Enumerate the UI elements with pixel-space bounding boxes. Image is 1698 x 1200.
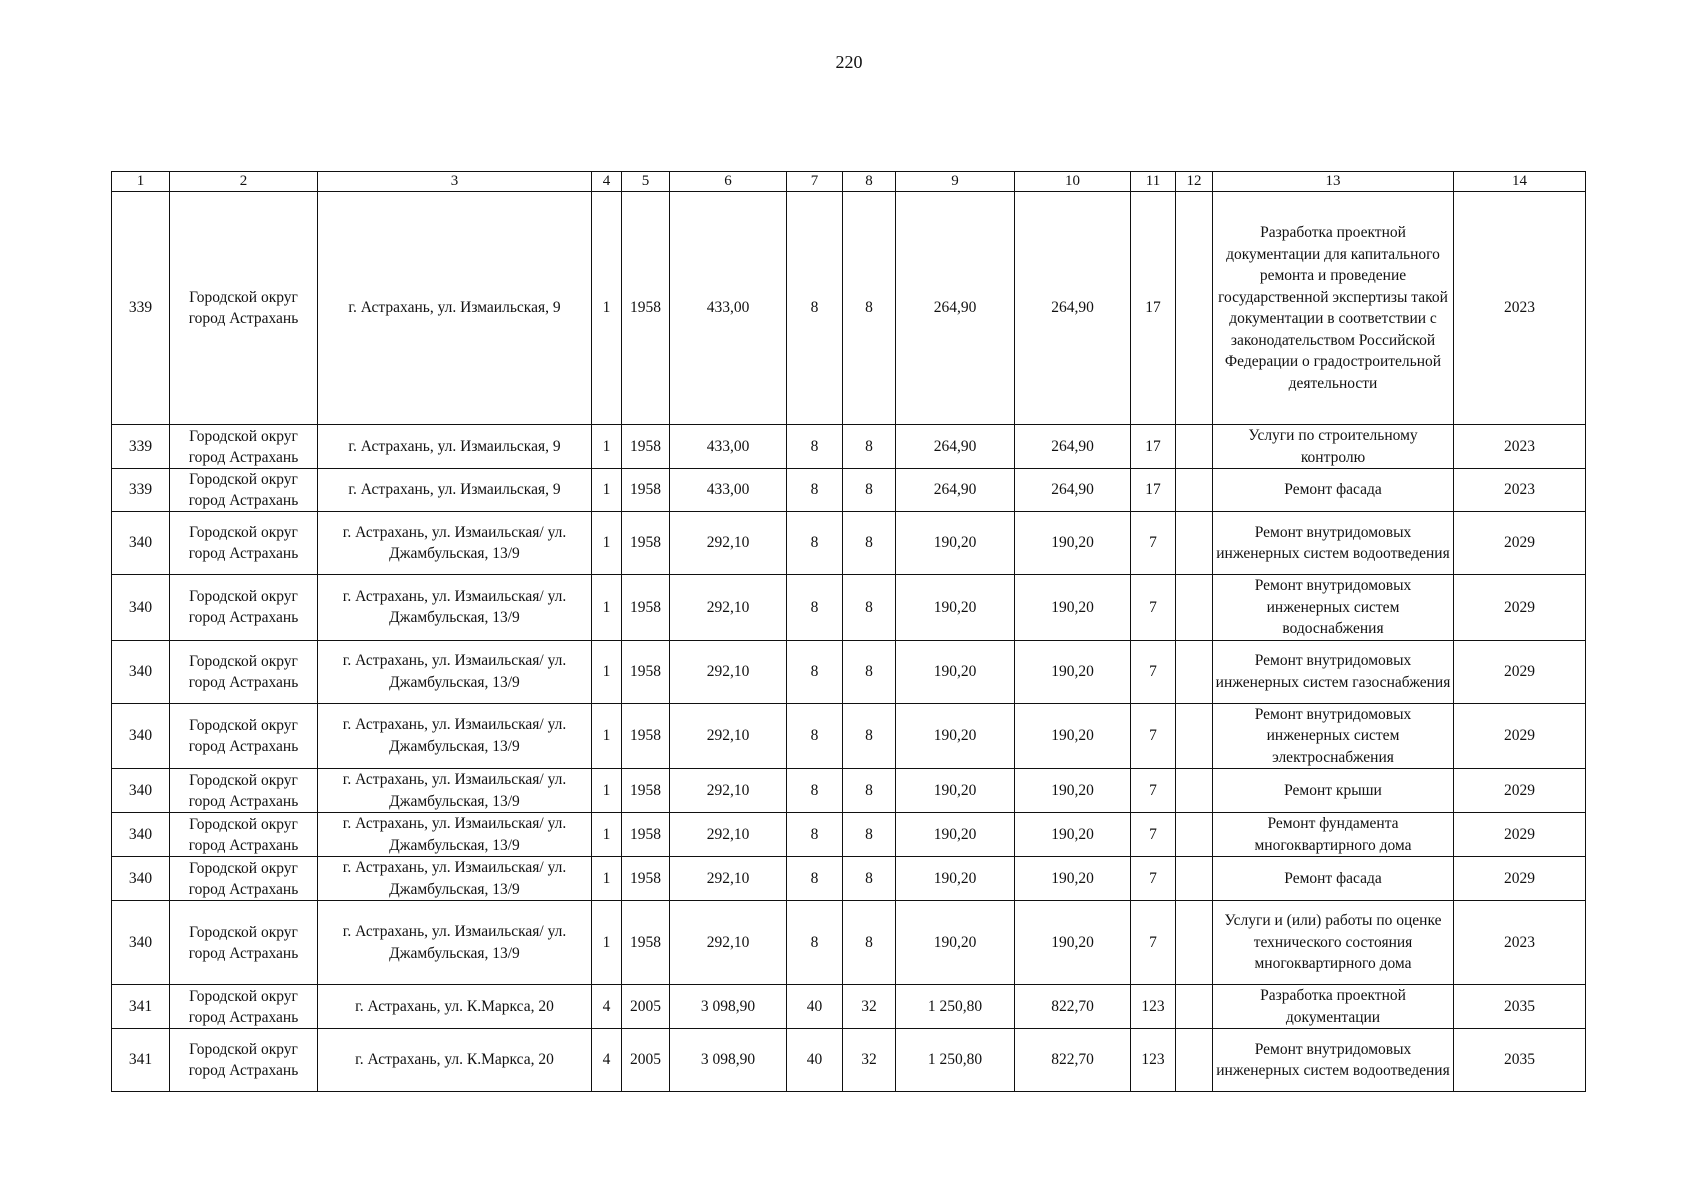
table-cell: 2023 — [1454, 425, 1586, 469]
table-cell: г. Астрахань, ул. Измаильская/ ул. Джамбульская, 13/9 — [318, 857, 592, 901]
table-cell: Ремонт внутридомовых инженерных систем водоотведения — [1213, 512, 1454, 575]
table-cell: 8 — [787, 575, 843, 641]
table-cell: 1 — [592, 192, 622, 425]
table-cell: 2029 — [1454, 640, 1586, 703]
table-cell: 8 — [843, 769, 896, 813]
column-header: 5 — [622, 172, 670, 192]
table-cell: 1 — [592, 857, 622, 901]
table-cell — [1176, 640, 1213, 703]
table-cell: 190,20 — [1015, 901, 1131, 985]
table-cell: 8 — [843, 640, 896, 703]
table-cell: 8 — [843, 469, 896, 512]
table-cell: 8 — [787, 469, 843, 512]
table-cell: Городской округ город Астрахань — [170, 192, 318, 425]
table-cell: г. Астрахань, ул. К.Маркса, 20 — [318, 1029, 592, 1092]
table-cell: 1 — [592, 640, 622, 703]
table-cell: 292,10 — [670, 703, 787, 769]
table-cell: 1958 — [622, 425, 670, 469]
table-cell: 8 — [787, 640, 843, 703]
table-cell: Ремонт фасада — [1213, 857, 1454, 901]
table-body — [112, 192, 1586, 1092]
table-row — [112, 813, 1586, 857]
table-cell: Услуги по строительному контролю — [1213, 425, 1454, 469]
table-cell: 1 250,80 — [896, 985, 1015, 1029]
column-header: 7 — [787, 172, 843, 192]
table-cell: Городской округ город Астрахань — [170, 857, 318, 901]
table-cell: 190,20 — [896, 703, 1015, 769]
table-row — [112, 640, 1586, 703]
column-header: 13 — [1213, 172, 1454, 192]
page-number: 220 — [835, 52, 863, 72]
table-cell — [1176, 769, 1213, 813]
table-cell: 1 — [592, 813, 622, 857]
column-header: 11 — [1131, 172, 1176, 192]
table-cell: 264,90 — [896, 192, 1015, 425]
table-cell: 339 — [112, 192, 170, 425]
table-cell: 190,20 — [1015, 769, 1131, 813]
table-cell: 1958 — [622, 769, 670, 813]
table-cell: 1 — [592, 512, 622, 575]
table-cell: Ремонт фундамента многоквартирного дома — [1213, 813, 1454, 857]
table-cell: 190,20 — [1015, 640, 1131, 703]
table-cell: 7 — [1131, 901, 1176, 985]
table-cell: 292,10 — [670, 640, 787, 703]
header-row — [112, 172, 1586, 192]
table-cell: 292,10 — [670, 512, 787, 575]
table-cell: Разработка проектной документации для капитального ремонта и проведение государственной экспертизы такой документации в соответствии с законодательством Российской Федерации о градостроительной деятельности — [1213, 192, 1454, 425]
table-cell: 341 — [112, 1029, 170, 1092]
table-cell: 340 — [112, 901, 170, 985]
table-cell: Услуги и (или) работы по оценке технического состояния многоквартирного дома — [1213, 901, 1454, 985]
table-cell: 340 — [112, 703, 170, 769]
table-cell: 340 — [112, 512, 170, 575]
table-cell: 17 — [1131, 192, 1176, 425]
table-cell: 7 — [1131, 769, 1176, 813]
table-cell: г. Астрахань, ул. Измаильская/ ул. Джамбульская, 13/9 — [318, 901, 592, 985]
table-row — [112, 901, 1586, 985]
table-cell: 190,20 — [1015, 813, 1131, 857]
table-cell: 2029 — [1454, 857, 1586, 901]
column-header: 8 — [843, 172, 896, 192]
table-cell: Городской округ город Астрахань — [170, 469, 318, 512]
table-cell: 2029 — [1454, 769, 1586, 813]
table-row — [112, 469, 1586, 512]
table-cell: 1958 — [622, 857, 670, 901]
table-cell: 433,00 — [670, 192, 787, 425]
table-row — [112, 769, 1586, 813]
table-row — [112, 512, 1586, 575]
table-cell: 264,90 — [1015, 469, 1131, 512]
table-cell: 1 — [592, 575, 622, 641]
table-cell: 3 098,90 — [670, 985, 787, 1029]
table-cell — [1176, 703, 1213, 769]
table-cell: 190,20 — [896, 769, 1015, 813]
table-row — [112, 857, 1586, 901]
table-cell: 190,20 — [896, 512, 1015, 575]
table-cell: 2029 — [1454, 512, 1586, 575]
table-cell: Городской округ город Астрахань — [170, 901, 318, 985]
table-cell: 1 — [592, 469, 622, 512]
table-cell: 40 — [787, 1029, 843, 1092]
table-cell — [1176, 575, 1213, 641]
table-cell: 190,20 — [896, 575, 1015, 641]
table-row — [112, 1029, 1586, 1092]
table-cell: Ремонт внутридомовых инженерных систем водоотведения — [1213, 1029, 1454, 1092]
table-cell: 1958 — [622, 640, 670, 703]
table-cell: 8 — [787, 425, 843, 469]
table-cell: Ремонт внутридомовых инженерных систем водоснабжения — [1213, 575, 1454, 641]
table-cell: 190,20 — [1015, 512, 1131, 575]
table-cell: 1 — [592, 769, 622, 813]
table-cell: Ремонт внутридомовых инженерных систем электроснабжения — [1213, 703, 1454, 769]
column-header: 2 — [170, 172, 318, 192]
table-cell: 123 — [1131, 985, 1176, 1029]
table-cell: 1958 — [622, 901, 670, 985]
table-cell: г. Астрахань, ул. Измаильская/ ул. Джамбульская, 13/9 — [318, 640, 592, 703]
table-cell: 8 — [843, 575, 896, 641]
table-cell: 7 — [1131, 575, 1176, 641]
table-cell: 340 — [112, 640, 170, 703]
table-cell: 433,00 — [670, 469, 787, 512]
table-cell: г. Астрахань, ул. К.Маркса, 20 — [318, 985, 592, 1029]
table-cell: г. Астрахань, ул. Измаильская/ ул. Джамбульская, 13/9 — [318, 769, 592, 813]
column-header: 9 — [896, 172, 1015, 192]
table-cell: 1 — [592, 901, 622, 985]
table-cell: Городской округ город Астрахань — [170, 575, 318, 641]
table-cell: Городской округ город Астрахань — [170, 703, 318, 769]
table-cell: 190,20 — [896, 857, 1015, 901]
table-cell: 2035 — [1454, 1029, 1586, 1092]
table-row — [112, 703, 1586, 769]
table-cell: 1 — [592, 703, 622, 769]
table-cell: 339 — [112, 469, 170, 512]
table-cell: 341 — [112, 985, 170, 1029]
table-cell: 8 — [787, 857, 843, 901]
table-cell: 1958 — [622, 512, 670, 575]
table-cell: 433,00 — [670, 425, 787, 469]
table-cell: 2035 — [1454, 985, 1586, 1029]
table-cell: 8 — [787, 901, 843, 985]
table-cell — [1176, 469, 1213, 512]
table-cell — [1176, 813, 1213, 857]
table-cell: Городской округ город Астрахань — [170, 512, 318, 575]
table-cell: 8 — [843, 857, 896, 901]
table-cell: г. Астрахань, ул. Измаильская/ ул. Джамбульская, 13/9 — [318, 703, 592, 769]
table-cell: 1958 — [622, 575, 670, 641]
column-header: 3 — [318, 172, 592, 192]
table-cell: 8 — [787, 703, 843, 769]
table-cell: 8 — [787, 813, 843, 857]
table-cell: 264,90 — [1015, 425, 1131, 469]
table-cell: г. Астрахань, ул. Измаильская, 9 — [318, 469, 592, 512]
table-cell: 1958 — [622, 469, 670, 512]
table-cell: 264,90 — [896, 425, 1015, 469]
table-header — [112, 172, 1586, 192]
table-cell — [1176, 425, 1213, 469]
table-cell: 1958 — [622, 703, 670, 769]
table-cell: Ремонт фасада — [1213, 469, 1454, 512]
table-cell: 292,10 — [670, 857, 787, 901]
table-row — [112, 425, 1586, 469]
table-cell: 2023 — [1454, 901, 1586, 985]
table-row — [112, 575, 1586, 641]
table-cell: 292,10 — [670, 575, 787, 641]
table-cell — [1176, 1029, 1213, 1092]
column-header: 1 — [112, 172, 170, 192]
table-cell: 2023 — [1454, 192, 1586, 425]
table-cell: г. Астрахань, ул. Измаильская, 9 — [318, 192, 592, 425]
table-cell: 340 — [112, 813, 170, 857]
table-cell: 7 — [1131, 512, 1176, 575]
table-cell: 822,70 — [1015, 1029, 1131, 1092]
table-cell: 190,20 — [896, 901, 1015, 985]
table-cell — [1176, 857, 1213, 901]
table-cell: 190,20 — [1015, 703, 1131, 769]
table-cell: 292,10 — [670, 813, 787, 857]
table-cell — [1176, 192, 1213, 425]
table-cell: 190,20 — [1015, 575, 1131, 641]
table-cell: 2029 — [1454, 703, 1586, 769]
table-cell: 339 — [112, 425, 170, 469]
table-cell: 32 — [843, 1029, 896, 1092]
table-cell: 340 — [112, 857, 170, 901]
table-cell: 190,20 — [896, 640, 1015, 703]
column-header: 10 — [1015, 172, 1131, 192]
table-cell: г. Астрахань, ул. Измаильская/ ул. Джамбульская, 13/9 — [318, 575, 592, 641]
table-cell: 7 — [1131, 703, 1176, 769]
table-cell: 17 — [1131, 425, 1176, 469]
table-cell: 1 — [592, 425, 622, 469]
table-cell: 2005 — [622, 985, 670, 1029]
table-cell: 1958 — [622, 813, 670, 857]
table-cell: Городской округ город Астрахань — [170, 985, 318, 1029]
table-cell: Ремонт крыши — [1213, 769, 1454, 813]
column-header: 4 — [592, 172, 622, 192]
table-cell: 340 — [112, 575, 170, 641]
table-cell: 4 — [592, 985, 622, 1029]
table-cell: 7 — [1131, 813, 1176, 857]
table-cell: 292,10 — [670, 901, 787, 985]
table-cell: 4 — [592, 1029, 622, 1092]
table-cell: 8 — [843, 192, 896, 425]
table-cell: 190,20 — [1015, 857, 1131, 901]
table-cell: Разработка проектной документации — [1213, 985, 1454, 1029]
table-cell: 292,10 — [670, 769, 787, 813]
table-cell: Городской округ город Астрахань — [170, 813, 318, 857]
table-cell: 8 — [787, 512, 843, 575]
table-cell — [1176, 985, 1213, 1029]
table-cell: 190,20 — [896, 813, 1015, 857]
table-cell: 8 — [843, 512, 896, 575]
table-cell: 2023 — [1454, 469, 1586, 512]
table-cell: 822,70 — [1015, 985, 1131, 1029]
table-cell: Городской округ город Астрахань — [170, 425, 318, 469]
table-cell: 3 098,90 — [670, 1029, 787, 1092]
table-cell — [1176, 512, 1213, 575]
table-cell: Городской округ город Астрахань — [170, 640, 318, 703]
table-cell: г. Астрахань, ул. Измаильская/ ул. Джамбульская, 13/9 — [318, 512, 592, 575]
table-cell: 1958 — [622, 192, 670, 425]
table-cell: 32 — [843, 985, 896, 1029]
table-cell: 8 — [843, 703, 896, 769]
table-cell: 8 — [787, 769, 843, 813]
table-cell: 123 — [1131, 1029, 1176, 1092]
table-cell: 264,90 — [896, 469, 1015, 512]
column-header: 12 — [1176, 172, 1213, 192]
table-cell: 40 — [787, 985, 843, 1029]
table-cell: г. Астрахань, ул. Измаильская, 9 — [318, 425, 592, 469]
table-cell: 8 — [843, 901, 896, 985]
table-cell: Городской округ город Астрахань — [170, 1029, 318, 1092]
table-cell: 2029 — [1454, 813, 1586, 857]
table-row — [112, 192, 1586, 425]
table-cell: 2029 — [1454, 575, 1586, 641]
column-header: 14 — [1454, 172, 1586, 192]
table-cell: 8 — [843, 425, 896, 469]
column-header: 6 — [670, 172, 787, 192]
table-cell: 7 — [1131, 857, 1176, 901]
table-cell: 7 — [1131, 640, 1176, 703]
table-cell: Ремонт внутридомовых инженерных систем газоснабжения — [1213, 640, 1454, 703]
table-cell — [1176, 901, 1213, 985]
table-cell: Городской округ город Астрахань — [170, 769, 318, 813]
table-cell: 8 — [787, 192, 843, 425]
table-cell: 8 — [843, 813, 896, 857]
table-cell: 17 — [1131, 469, 1176, 512]
table-cell: 340 — [112, 769, 170, 813]
table-cell: г. Астрахань, ул. Измаильская/ ул. Джамбульская, 13/9 — [318, 813, 592, 857]
table-cell: 264,90 — [1015, 192, 1131, 425]
table-cell: 1 250,80 — [896, 1029, 1015, 1092]
capital-repair-table — [111, 171, 1586, 1092]
table-row — [112, 985, 1586, 1029]
table-cell: 2005 — [622, 1029, 670, 1092]
